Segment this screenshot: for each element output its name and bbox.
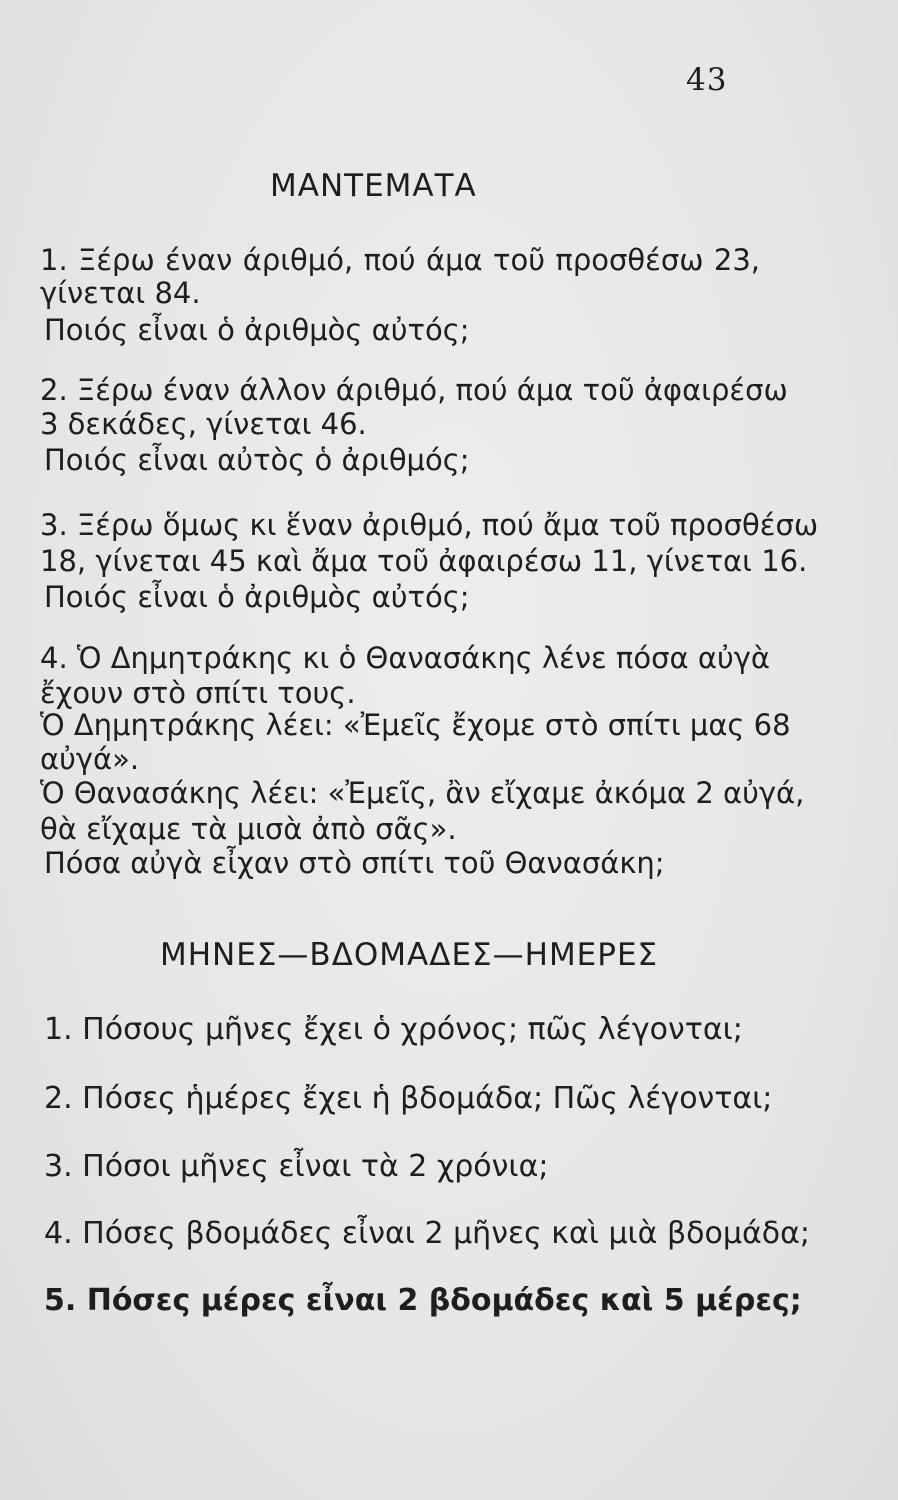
text-line: Ποιός εἶναι αὐτὸς ὁ ἀριθμός; — [44, 443, 470, 477]
question-line: 2. Πόσες ἡμέρες ἔχει ἡ βδομάδα; Πῶς λέγονται; — [44, 1081, 773, 1116]
question-line: 4. Πόσες βδομάδες εἶναι 2 μῆνες καὶ μιὰ βδομάδα; — [44, 1216, 810, 1251]
text-line: 4. Ὁ Δημητράκης κι ὁ Θανασάκης λένε πόσα αὐγὰ — [40, 641, 771, 675]
text-line: γίνεται 84. — [40, 276, 201, 310]
section-title-riddles: ΜΑΝΤΕΜΑΤΑ — [270, 168, 477, 204]
text-line: 3. Ξέρω ὅμως κι ἕναν ἀριθμό, πού ἄμα τοῦ προσθέσω — [40, 508, 819, 542]
text-line: 2. Ξέρω έναν άλλον άριθμό, πού άμα τοῦ ἀφαιρέσω — [40, 373, 788, 407]
question-line: 1. Πόσους μῆνες ἔχει ὁ χρόνος; πῶς λέγονται; — [44, 1012, 743, 1047]
text-line: θὰ εἴχαμε τὰ μισὰ ἀπὸ σᾶς». — [40, 812, 457, 846]
question-line: 3. Πόσοι μῆνες εἶναι τὰ 2 χρόνια; — [44, 1149, 549, 1184]
text-line: Πόσα αὐγὰ εἶχαν στὸ σπίτι τοῦ Θανασάκη; — [44, 846, 665, 880]
text-line: Ποιός εἶναι ὁ ἀριθμὸς αὐτός; — [44, 313, 470, 347]
text-line: αὐγά». — [40, 742, 140, 776]
text-line: 1. Ξέρω έναν άριθμό, πού άμα τοῦ προσθέσω 23, — [40, 243, 760, 277]
text-line: 3 δεκάδες, γίνεται 46. — [40, 407, 367, 441]
text-line: Ὁ Θανασάκης λέει: «Ἐμεῖς, ἂν εἴχαμε ἀκόμα 2 αὐγά, — [40, 776, 805, 810]
section-title-months-weeks-days: ΜΗΝΕΣ—ΒΔΟΜΑΔΕΣ—ΗΜΕΡΕΣ — [160, 937, 659, 973]
text-line: ἔχουν στὸ σπίτι τους. — [40, 676, 356, 710]
text-line: 18, γίνεται 45 καὶ ἄμα τοῦ ἀφαιρέσω 11, γίνεται 16. — [40, 544, 808, 578]
text-line: Ὁ Δημητράκης λέει: «Ἐμεῖς ἔχομε στὸ σπίτι μας 68 — [40, 708, 791, 742]
page-number: 43 — [686, 62, 728, 98]
question-line: 5. Πόσες μέρες εἶναι 2 βδομάδες καὶ 5 μέρες; — [44, 1283, 802, 1318]
text-line: Ποιός εἶναι ὁ ἀριθμὸς αὐτός; — [44, 580, 470, 614]
